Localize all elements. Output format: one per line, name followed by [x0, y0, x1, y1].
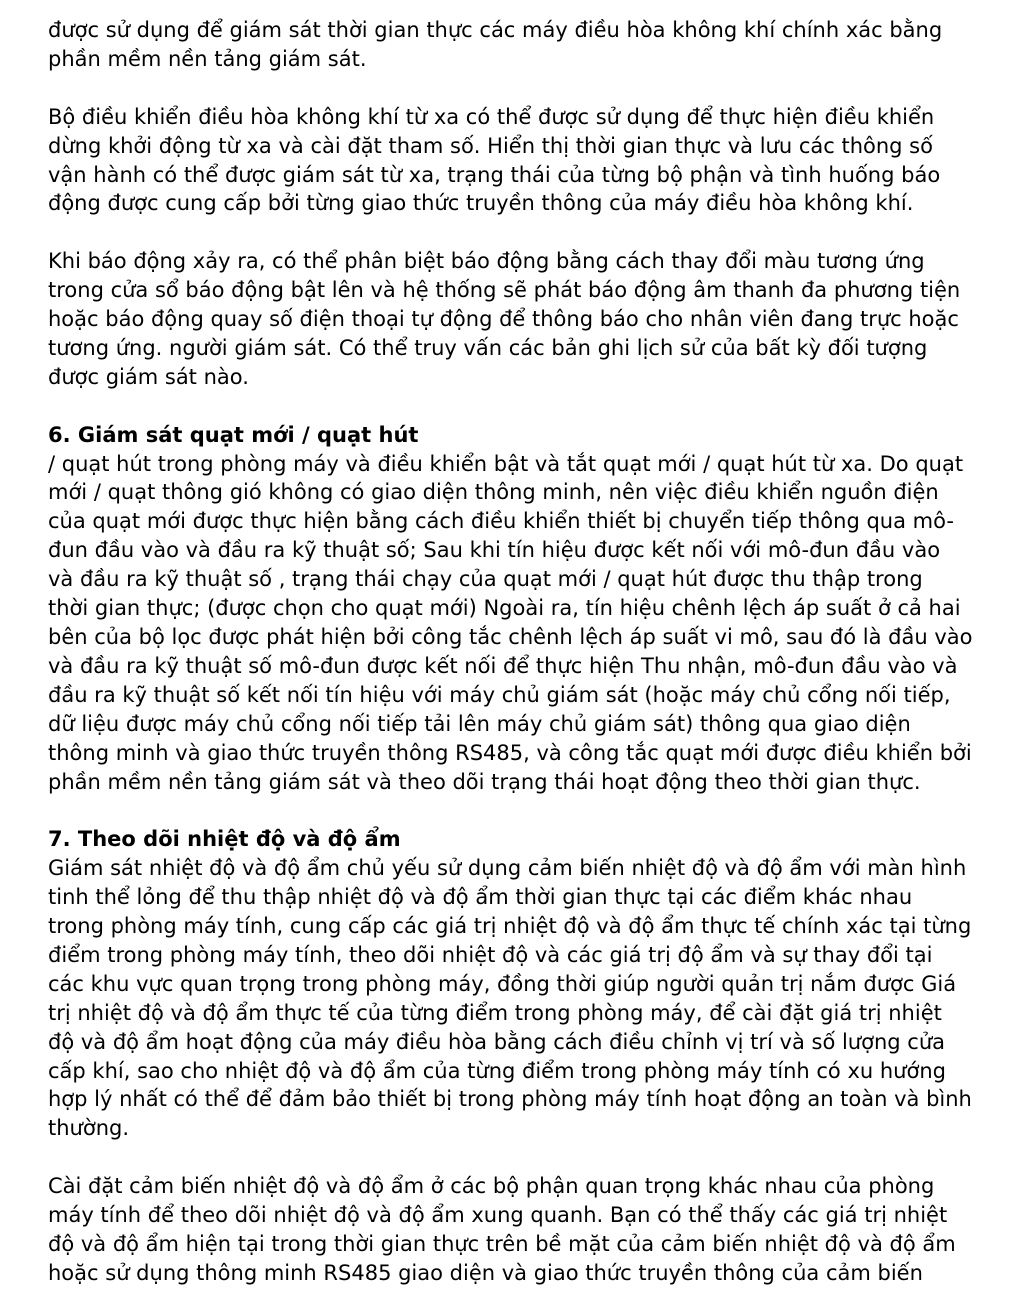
section-6-body: [48, 450, 988, 797]
text-line: dừng khởi động từ xa và cài đặt tham số. Hiển thị thời gian thực và lưu các thông số: [48, 133, 933, 158]
text-line: độ và độ ẩm hiện tại trong thời gian thực trên bề mặt của cảm biến nhiệt độ và độ ẩm: [48, 1231, 956, 1256]
text-line: tinh thể lỏng để thu thập nhiệt độ và độ ẩm thời gian thực tại các điểm khác nhau: [48, 885, 913, 910]
text-line: máy tính để theo dõi nhiệt độ và độ ẩm xung quanh. Bạn có thể thấy các giá trị nhiệt: [48, 1203, 948, 1228]
text-line: thời gian thực; (được chọn cho quạt mới) Ngoài ra, tín hiệu chênh lệch áp suất ở cả hai: [48, 596, 961, 621]
text-line: trong cửa sổ báo động bật lên và hệ thống sẽ phát báo động âm thanh đa phương tiện: [48, 278, 961, 303]
text-line: độ và độ ẩm hoạt động của máy điều hòa bằng cách điều chỉnh vị trí và số lượng cửa: [48, 1029, 946, 1054]
paragraph-gap: [48, 74, 988, 103]
text-line: hoặc sử dụng thông minh RS485 giao diện và giao thức truyền thông của cảm biến: [48, 1260, 923, 1285]
text-line: Bộ điều khiển điều hòa không khí từ xa có thể được sử dụng để thực hiện điều khiển: [48, 104, 935, 129]
paragraph-remote-control: [48, 103, 988, 219]
text-line: thông minh và giao thức truyền thông RS485, và công tắc quạt mới được điều khiển bởi: [48, 740, 972, 765]
section-heading-7: 7. Theo dõi nhiệt độ và độ ẩm: [48, 827, 401, 852]
text-line: hợp lý nhất có thể để đảm bảo thiết bị trong phòng máy tính hoạt động an toàn và bình: [48, 1087, 972, 1112]
paragraph-alarm: [48, 247, 988, 392]
text-line: hoặc báo động quay số điện thoại tự động để thông báo cho nhân viên đang trực hoặc: [48, 307, 959, 332]
text-line: và đầu ra kỹ thuật số , trạng thái chạy của quạt mới / quạt hút được thu thập trong: [48, 567, 923, 592]
paragraph-gap: [48, 392, 988, 421]
document-page: [48, 16, 988, 1288]
text-line: mới / quạt thông gió không có giao diện thông minh, nên việc điều khiển nguồn điện: [48, 480, 939, 505]
text-line: trong phòng máy tính, cung cấp các giá trị nhiệt độ và độ ẩm thực tế chính xác tại từng: [48, 914, 972, 939]
text-line: của quạt mới được thực hiện bằng cách điều khiển thiết bị chuyển tiếp thông qua mô-: [48, 509, 954, 534]
text-line: dữ liệu được máy chủ cổng nối tiếp tải lên máy chủ giám sát) thông qua giao diện: [48, 711, 911, 736]
text-line: được sử dụng để giám sát thời gian thực các máy điều hòa không khí chính xác bằng: [48, 18, 943, 42]
text-line: / quạt hút trong phòng máy và điều khiển bật và tắt quạt mới / quạt hút từ xa. Do quạt: [48, 451, 964, 476]
text-line: đun đầu vào và đầu ra kỹ thuật số; Sau khi tín hiệu được kết nối với mô-đun đầu vào: [48, 538, 941, 563]
text-line: bên của bộ lọc được phát hiện bởi công tắc chênh lệch áp suất vi mô, sau đó là đầu vào: [48, 624, 973, 649]
paragraph-gap: [48, 1143, 988, 1172]
text-line: đầu ra kỹ thuật số kết nối tín hiệu với máy chủ giám sát (hoặc máy chủ cổng nối tiếp,: [48, 682, 951, 707]
text-line: Giám sát nhiệt độ và độ ẩm chủ yếu sử dụng cảm biến nhiệt độ và độ ẩm với màn hình: [48, 856, 967, 881]
text-line: trị nhiệt độ và độ ẩm thực tế của từng điểm trong phòng máy, để cài đặt giá trị nhiệt: [48, 1000, 942, 1025]
text-line: và đầu ra kỹ thuật số mô-đun được kết nối để thực hiện Thu nhận, mô-đun đầu vào và: [48, 653, 958, 678]
text-line: được giám sát nào.: [48, 364, 249, 389]
text-line: động được cung cấp bởi từng giao thức truyền thông của máy điều hòa không khí.: [48, 191, 914, 216]
paragraph-intro: [48, 16, 988, 74]
text-line: cấp khí, sao cho nhiệt độ và độ ẩm của từng điểm trong phòng máy tính có xu hướng: [48, 1058, 946, 1083]
text-line: Khi báo động xảy ra, có thể phân biệt báo động bằng cách thay đổi màu tương ứng: [48, 249, 925, 274]
paragraph-gap: [48, 218, 988, 247]
text-line: điểm trong phòng máy tính, theo dõi nhiệt độ và các giá trị độ ẩm và sự thay đổi tại: [48, 942, 933, 967]
text-line: tương ứng. người giám sát. Có thể truy vấn các bản ghi lịch sử của bất kỳ đối tượng: [48, 335, 928, 360]
section-heading-6: 6. Giám sát quạt mới / quạt hút: [48, 422, 419, 447]
text-line: vận hành có thể được giám sát từ xa, trạng thái của từng bộ phận và tình huống báo: [48, 162, 941, 187]
text-line: phần mềm nền tảng giám sát.: [48, 46, 367, 71]
text-line: thường.: [48, 1116, 130, 1141]
text-line: các khu vực quan trọng trong phòng máy, đồng thời giúp người quản trị nắm được Giá: [48, 971, 957, 996]
text-line: phần mềm nền tảng giám sát và theo dõi trạng thái hoạt động theo thời gian thực.: [48, 769, 921, 794]
text-line: Cài đặt cảm biến nhiệt độ và độ ẩm ở các bộ phận quan trọng khác nhau của phòng: [48, 1174, 935, 1199]
paragraph-sensor: [48, 1172, 988, 1288]
section-7-body: [48, 854, 988, 1143]
paragraph-gap: [48, 796, 988, 825]
